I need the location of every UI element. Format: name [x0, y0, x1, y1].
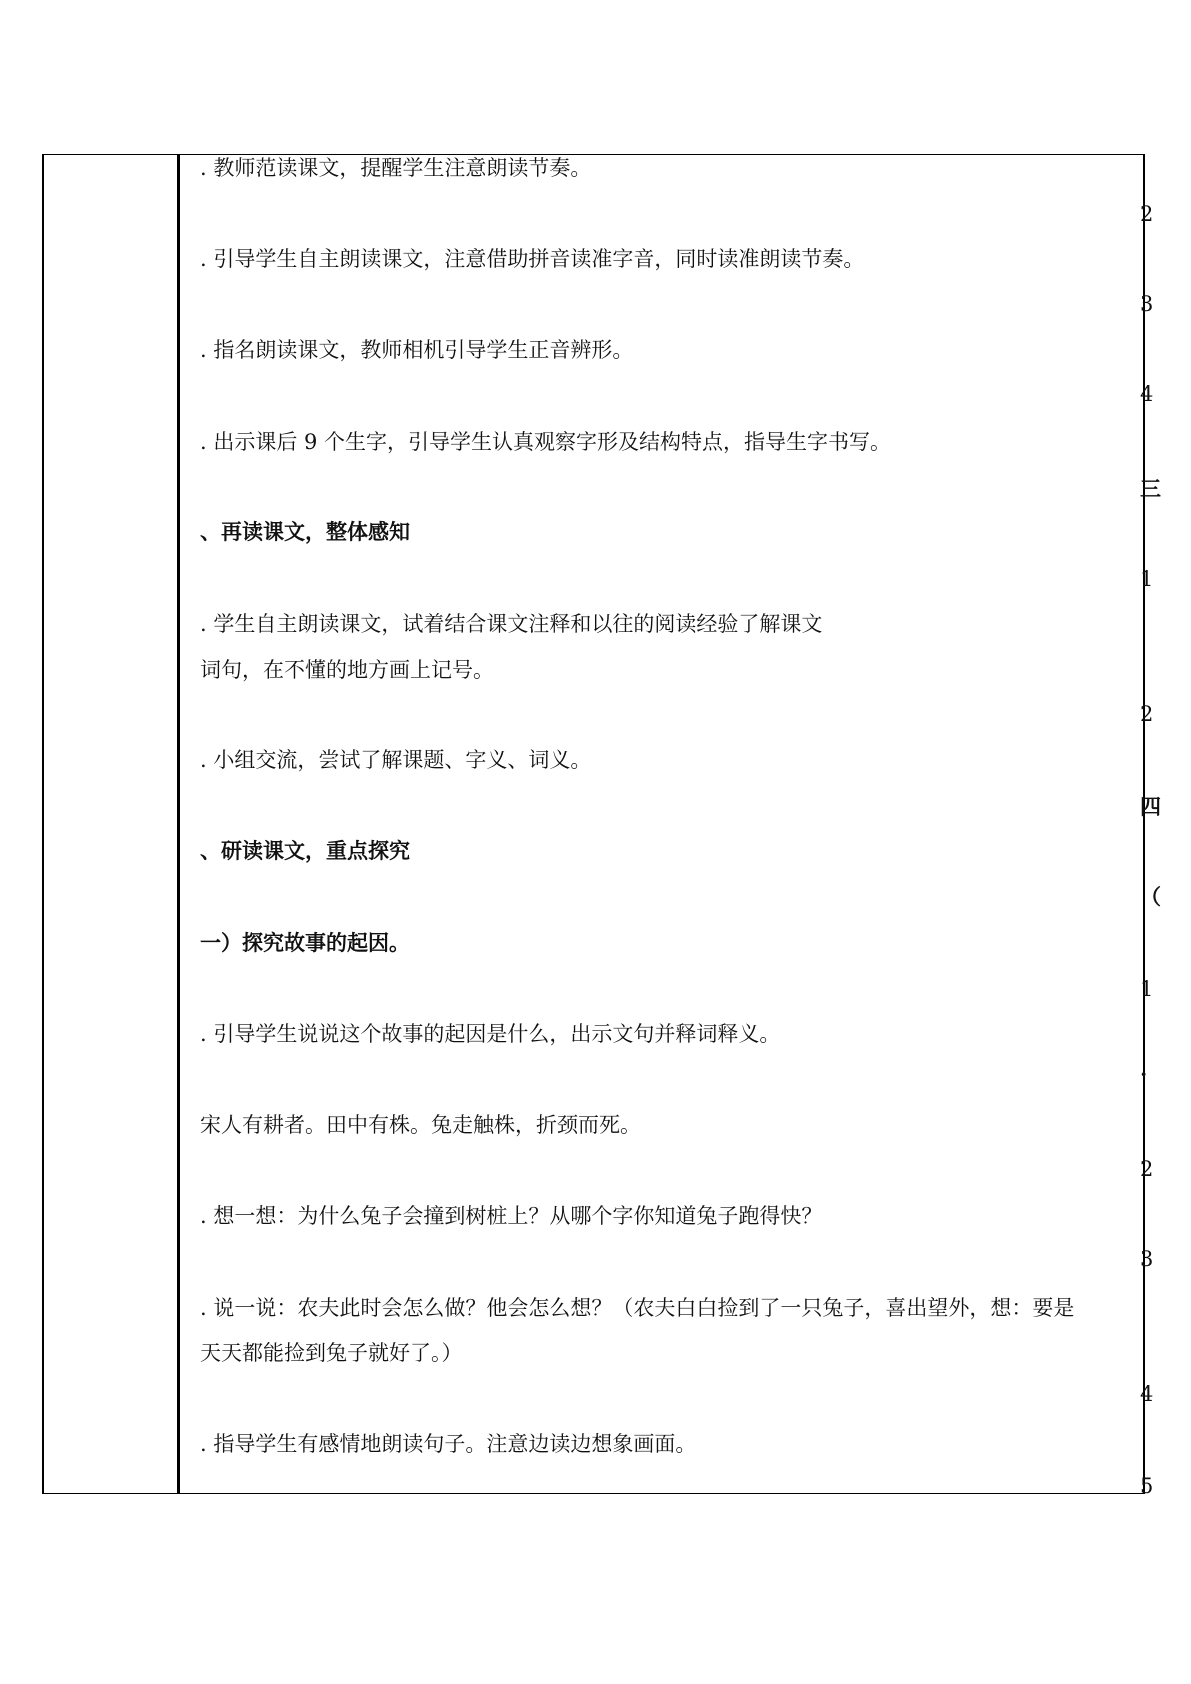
subsection-heading-cause: 一）探究故事的起因。 [200, 930, 410, 955]
section-heading-reread: 、再读课文，整体感知 [200, 519, 410, 544]
step-story-cause: . 引导学生说说这个故事的起因是什么，出示文句并释词释义。 [200, 1022, 781, 1046]
step-think-question: . 想一想：为什么兔子会撞到树桩上？从哪个字你知道兔子跑得快？ [200, 1204, 823, 1228]
margin-char: 2 [1140, 1157, 1154, 1181]
table-bottom-border [42, 1493, 1145, 1494]
step-speak-question-line2: 天天都能捡到兔子就好了。） [200, 1341, 463, 1365]
section-heading-study: 、研读课文，重点探究 [200, 838, 410, 863]
margin-char: 3 [1140, 1247, 1154, 1271]
step-teacher-model-reading: . 教师范读课文，提醒学生注意朗读节奏。 [200, 156, 592, 180]
margin-char: 2 [1140, 702, 1154, 726]
step-self-study-line1: . 学生自主朗读课文，试着结合课文注释和以往的阅读经验了解课文 [200, 612, 823, 636]
step-speak-question-line1: . 说一说：农夫此时会怎么做？他会怎么想？（农夫白白捡到了一只兔子，喜出望外，想：要是 [200, 1296, 1075, 1320]
table-left-border [42, 154, 44, 1494]
margin-char: 四 [1140, 794, 1161, 819]
margin-char: 1 [1140, 567, 1154, 591]
table-right-border [1143, 154, 1145, 1494]
classical-text-quote: 宋人有耕者。田中有株。兔走触株，折颈而死。 [200, 1113, 641, 1137]
margin-char: 1 [1140, 977, 1154, 1001]
table-column-divider [177, 154, 180, 1494]
step-emotional-reading: . 指导学生有感情地朗读句子。注意边读边想象画面。 [200, 1432, 697, 1456]
margin-char: 三 [1140, 476, 1161, 501]
step-new-characters: . 出示课后 9 个生字，引导学生认真观察字形及结构特点，指导生字书写。 [200, 430, 892, 454]
margin-char: 5 [1140, 1474, 1154, 1498]
step-named-reading: . 指名朗读课文，教师相机引导学生正音辨形。 [200, 338, 634, 362]
step-group-discussion: . 小组交流，尝试了解课题、字义、词义。 [200, 748, 592, 772]
margin-char: 2 [1140, 202, 1154, 226]
margin-char: 4 [1140, 1382, 1154, 1406]
margin-char: 4 [1140, 382, 1154, 406]
margin-char: 3 [1140, 292, 1154, 316]
step-self-study-line2: 词句，在不懂的地方画上记号。 [200, 658, 494, 682]
step-self-reading: . 引导学生自主朗读课文，注意借助拼音读准字音，同时读准朗读节奏。 [200, 247, 865, 271]
margin-char: （ [1140, 884, 1161, 909]
margin-char: . [1140, 1056, 1148, 1081]
